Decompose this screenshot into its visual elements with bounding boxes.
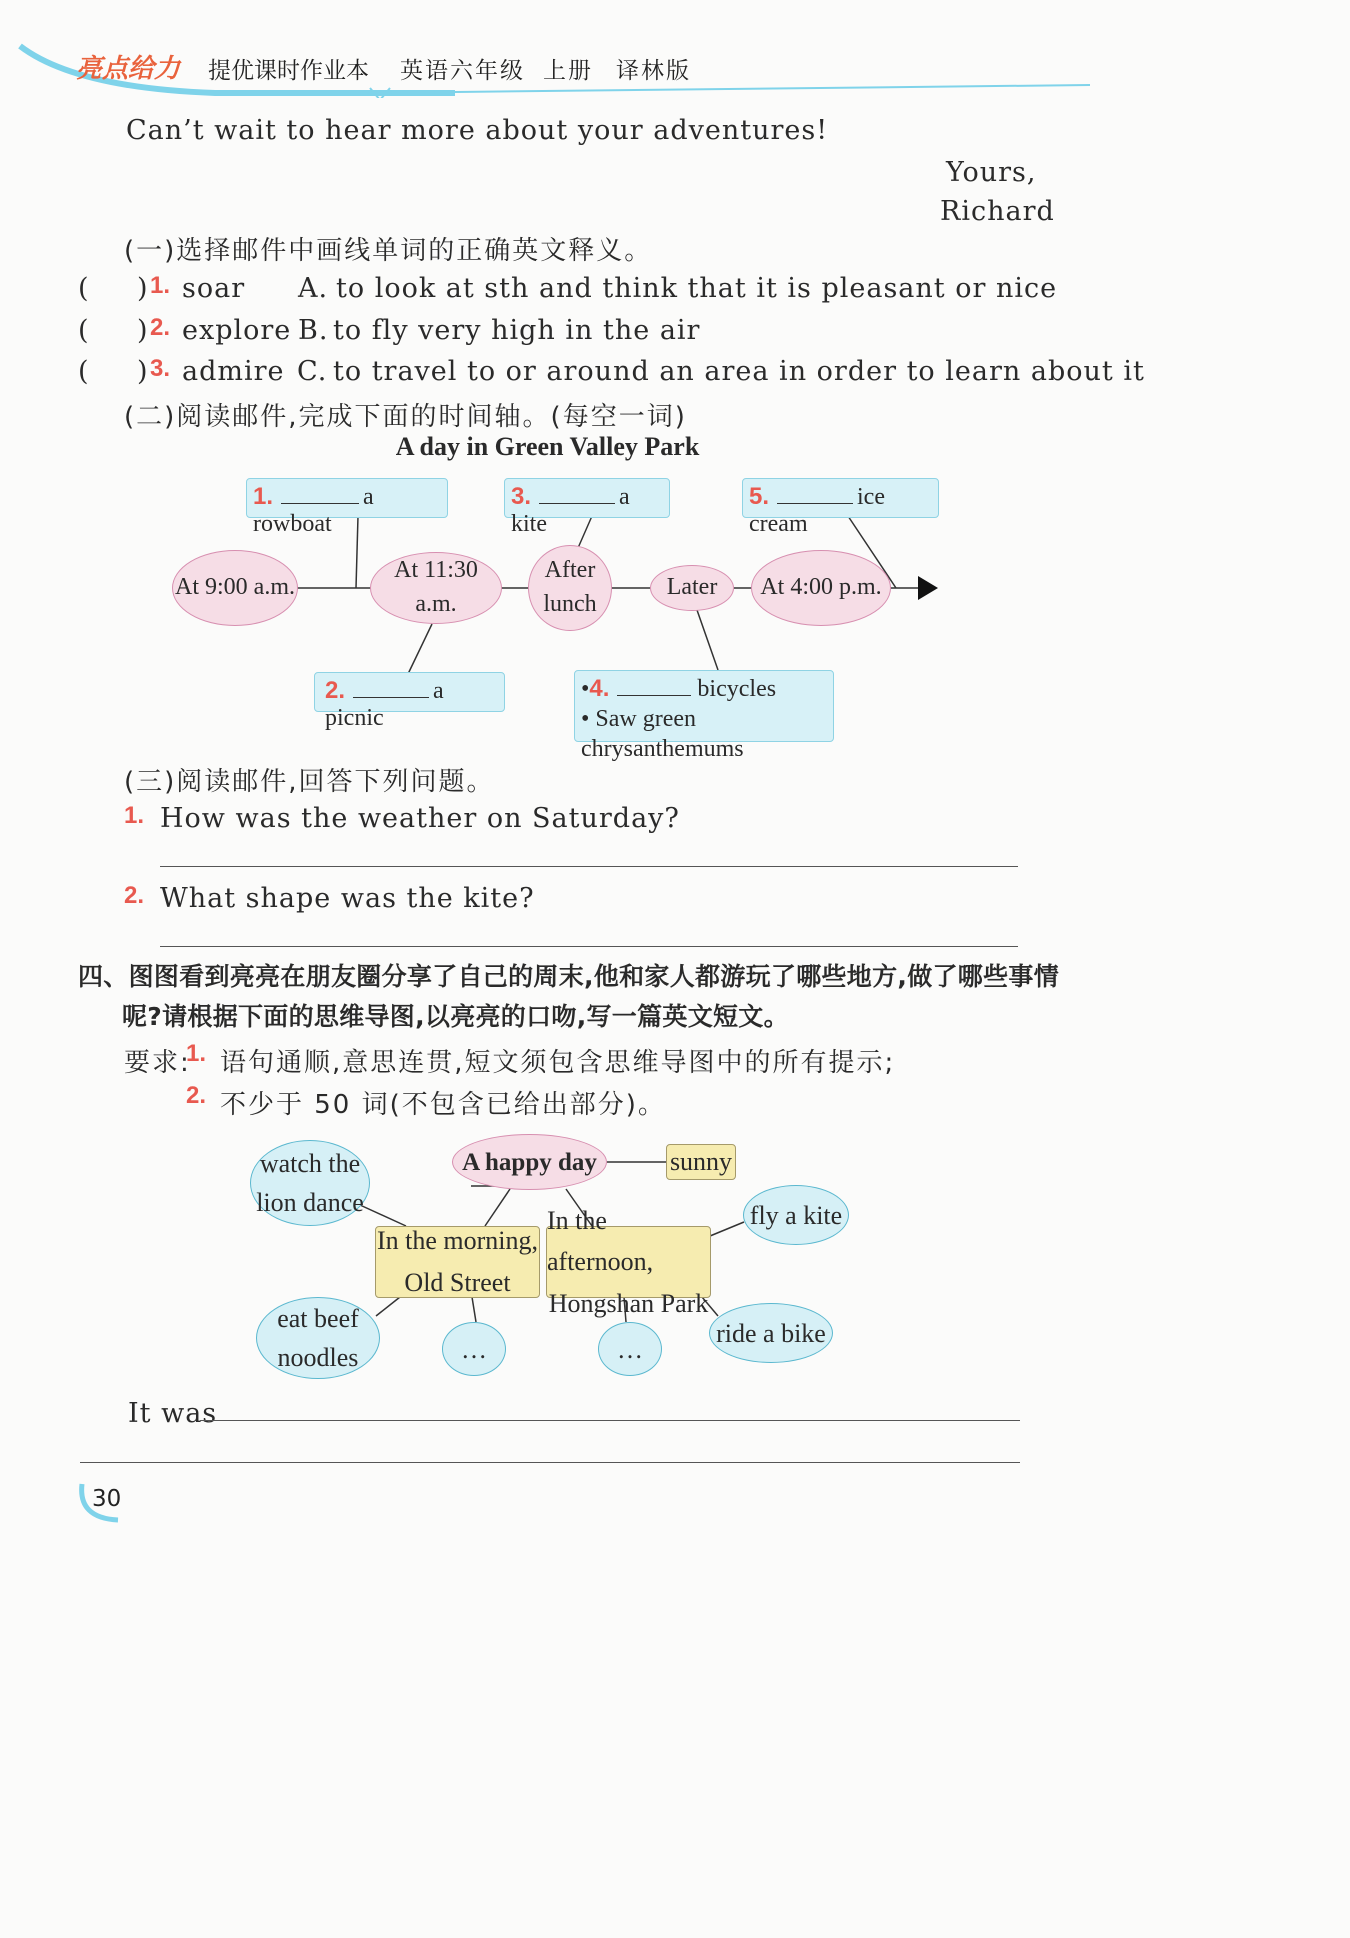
weather-text: sunny	[669, 1147, 733, 1177]
answer-blank[interactable]	[617, 695, 691, 696]
part2-title: (二)阅读邮件,完成下面的时间轴。(每空一词)	[124, 402, 687, 432]
writing-starter: It was	[128, 1398, 218, 1429]
item-number: 1.	[150, 272, 171, 299]
time-node: After lunch	[528, 545, 612, 631]
page-number: 30	[92, 1486, 122, 1512]
answer-blank[interactable]	[353, 697, 429, 698]
brand-logo: 亮点给力	[76, 54, 181, 84]
option-letter: A.	[298, 273, 329, 304]
mindmap-center: A happy day	[452, 1134, 607, 1190]
blank-number: 3.	[511, 483, 532, 510]
blank-box-extra: Saw green chrysanthemums	[581, 706, 744, 762]
answer-paren-open: (	[78, 315, 90, 346]
section4-title-line1: 四、图图看到亮亮在朋友圈分享了自己的周末,他和家人都游玩了哪些地方,做了哪些事情	[78, 962, 1059, 991]
option-letter: B.	[298, 315, 329, 346]
blank-box-text: bicycles	[697, 676, 777, 702]
part1-title: (一)选择邮件中画线单词的正确英文释义。	[124, 236, 653, 266]
item-line1: …	[461, 1334, 487, 1364]
requirement-text: 语句通顺,意思连贯,短文须包含思维导图中的所有提示;	[220, 1048, 896, 1078]
question-number: 1.	[124, 802, 145, 829]
timeline-title: A day in Green Valley Park	[395, 432, 700, 461]
mindmap-morning-item	[256, 1297, 380, 1379]
volume-label: 上册	[543, 58, 593, 84]
time-node: At 4:00 p.m.	[751, 550, 891, 626]
mindmap-afternoon-item	[598, 1322, 662, 1376]
answer-line[interactable]	[160, 866, 1018, 867]
mindmap-morning	[375, 1226, 540, 1298]
blank-box-text: ice cream	[749, 484, 885, 537]
item-number: 3.	[150, 355, 171, 382]
item-line1: ride a bike	[716, 1318, 826, 1348]
time-node: Later	[650, 565, 734, 611]
blank-number: 5.	[749, 483, 770, 510]
requirement-text: 不少于 50 词(不包含已给出部分)。	[220, 1090, 666, 1120]
mindmap-morning-item	[250, 1140, 370, 1226]
answer-paren-close: )	[137, 315, 149, 346]
morning-line2: Old Street	[404, 1268, 511, 1297]
answer-blank[interactable]	[281, 503, 359, 504]
writing-line[interactable]	[80, 1462, 1020, 1463]
blank-number: 4.	[589, 675, 610, 702]
requirement-number: 2.	[186, 1082, 207, 1109]
mindmap-afternoon	[546, 1205, 711, 1318]
answer-blank[interactable]	[777, 503, 853, 504]
blank-number: 2.	[325, 677, 346, 704]
requirement-number: 1.	[186, 1040, 207, 1067]
item-line1: fly a kite	[749, 1200, 843, 1230]
part3-title: (三)阅读邮件,回答下列问题。	[124, 767, 495, 797]
section4-title-line2: 呢?请根据下面的思维导图,以亮亮的口吻,写一篇英文短文。	[122, 1002, 789, 1031]
answer-paren-close: )	[137, 356, 149, 387]
letter-signoff: Yours,	[946, 157, 1037, 188]
blank-box-text: a rowboat	[253, 484, 374, 537]
mindmap-morning-item	[442, 1322, 506, 1376]
mindmap-afternoon-item	[743, 1185, 849, 1245]
morning-line1: In the morning,	[376, 1226, 539, 1256]
answer-paren-open: (	[78, 273, 90, 304]
letter-signature: Richard	[940, 196, 1055, 227]
mindmap-weather	[666, 1144, 736, 1180]
mindmap-afternoon-item	[709, 1303, 833, 1363]
answer-blank[interactable]	[539, 503, 615, 504]
time-node: At 11:30 a.m.	[370, 552, 502, 624]
blank-box-3	[504, 478, 670, 537]
item-number: 2.	[150, 314, 171, 341]
letter-closing-line: Can’t wait to hear more about your adventures!	[126, 115, 829, 146]
option-definition: to fly very high in the air	[333, 315, 701, 346]
afternoon-line1: In the afternoon,	[547, 1205, 654, 1277]
item-word: admire	[182, 356, 285, 387]
blank-box-4	[574, 670, 834, 762]
afternoon-line2: Hongshan Park	[548, 1288, 709, 1318]
time-node: At 9:00 a.m.	[172, 550, 298, 626]
question-number: 2.	[124, 882, 145, 909]
item-line2: noodles	[277, 1343, 359, 1372]
question-text: How was the weather on Saturday?	[160, 803, 680, 834]
item-line1: …	[617, 1334, 643, 1364]
blank-box-5	[742, 478, 939, 537]
item-word: soar	[182, 273, 246, 304]
series-title: 提优课时作业本	[208, 58, 369, 84]
blank-box-text: a picnic	[325, 678, 444, 731]
answer-paren-open: (	[78, 356, 90, 387]
blank-number: 1.	[253, 483, 274, 510]
item-line2: lion dance	[256, 1188, 364, 1217]
blank-box-1	[246, 478, 448, 537]
answer-paren-close: )	[137, 273, 149, 304]
grade-label: 英语六年级	[400, 58, 525, 84]
bullet: •	[581, 706, 590, 732]
blank-box-2	[314, 672, 505, 731]
item-line1: eat beef	[277, 1304, 359, 1333]
item-line1: watch the	[259, 1149, 361, 1178]
question-text: What shape was the kite?	[160, 883, 535, 914]
writing-line[interactable]	[200, 1420, 1020, 1421]
item-word: explore	[182, 315, 292, 346]
option-definition: to travel to or around an area in order to learn about it	[333, 356, 1145, 387]
option-definition: to look at sth and think that it is pleasant or nice	[336, 273, 1058, 304]
blank-box-text: a kite	[511, 484, 630, 537]
edition-label: 译林版	[616, 58, 691, 84]
bullet: •	[581, 676, 590, 702]
requirements-label: 要求:	[124, 1048, 191, 1078]
option-letter: C.	[297, 356, 328, 387]
answer-line[interactable]	[160, 946, 1018, 947]
